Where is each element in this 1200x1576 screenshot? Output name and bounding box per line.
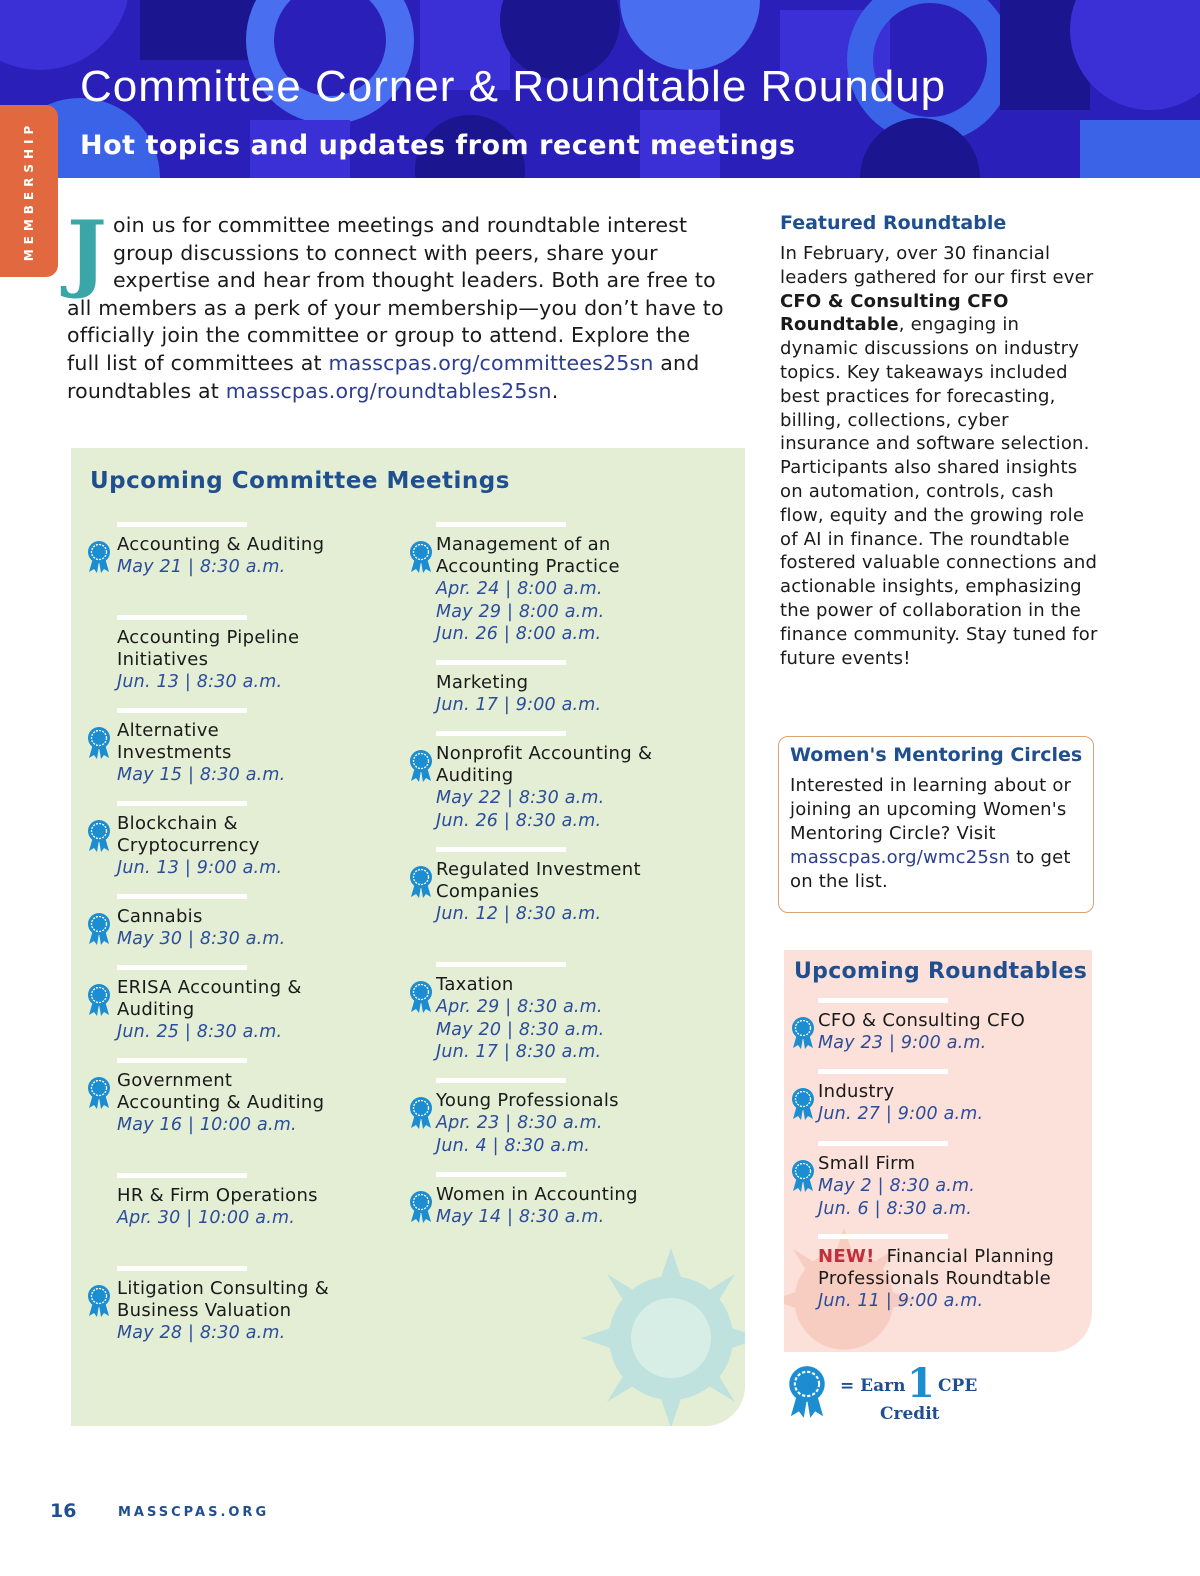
item-name-text: Marketing xyxy=(436,672,529,693)
cpe-ribbon-icon xyxy=(86,726,112,760)
item-name xyxy=(818,1246,1068,1290)
item-divider xyxy=(117,1058,247,1063)
item-name xyxy=(117,534,337,556)
list-item xyxy=(117,1266,337,1345)
item-name-text: HR & Firm Operations xyxy=(117,1185,318,1206)
roundtables-link[interactable]: masscpas.org/roundtables25sn xyxy=(225,378,552,403)
item-date: Jun. 26 | 8:00 a.m. xyxy=(436,624,602,645)
cpe-ribbon-icon xyxy=(790,1087,816,1121)
wmc-body xyxy=(790,774,1090,894)
item-name xyxy=(117,1185,337,1207)
item-name xyxy=(436,974,656,996)
legend-equals: = Earn xyxy=(840,1376,906,1396)
item-date: Jun. 27 | 9:00 a.m. xyxy=(818,1104,984,1124)
item-divider xyxy=(436,1078,566,1083)
cpe-ribbon-icon xyxy=(408,865,434,899)
cpe-ribbon-icon xyxy=(86,1284,112,1318)
item-date: Jun. 26 | 8:30 a.m. xyxy=(436,810,602,831)
item-date: Apr. 24 | 8:00 a.m. xyxy=(436,579,603,599)
item-divider xyxy=(436,522,566,527)
list-item xyxy=(117,965,337,1044)
item-date: May 14 | 8:30 a.m. xyxy=(436,1207,605,1227)
item-divider xyxy=(117,894,247,899)
item-name-text: ERISA Accounting & Auditing xyxy=(117,977,302,1020)
featured-heading: Featured Roundtable xyxy=(780,212,1007,234)
item-divider xyxy=(117,965,247,970)
item-divider xyxy=(436,847,566,852)
item-name xyxy=(117,1070,337,1114)
legend-number: 1 xyxy=(907,1360,935,1407)
item-divider xyxy=(436,731,566,736)
item-divider xyxy=(436,962,566,967)
list-item xyxy=(117,894,337,951)
item-divider xyxy=(818,998,948,1003)
committees-heading: Upcoming Committee Meetings xyxy=(90,468,510,494)
roundtables-heading: Upcoming Roundtables xyxy=(794,959,1088,984)
cpe-ribbon-icon xyxy=(86,819,112,853)
intro-text: oin us for committee meetings and roundtable interest group discussions to connect with peers, share your expertise and hear from thought leaders. Both are free to all members as a perk of your membership—you don’t have to officially join the committee or group to attend. Explore the full list of committees at xyxy=(67,213,724,375)
cpe-ribbon-icon xyxy=(408,980,434,1014)
item-name xyxy=(818,1010,1068,1032)
cpe-ribbon-icon xyxy=(790,1159,816,1193)
section-tab xyxy=(0,105,58,277)
item-date: Apr. 30 | 10:00 a.m. xyxy=(117,1208,295,1228)
page-subtitle: Hot topics and updates from recent meetings xyxy=(80,130,796,161)
item-date: Apr. 29 | 8:30 a.m. xyxy=(436,997,603,1017)
item-date: Jun. 25 | 8:30 a.m. xyxy=(117,1022,283,1042)
list-item xyxy=(117,615,337,694)
item-name-text: Government Accounting & Auditing xyxy=(117,1070,325,1113)
item-name-text: Young Professionals xyxy=(436,1090,619,1111)
item-date: Jun. 17 | 8:30 a.m. xyxy=(436,1042,602,1063)
item-divider xyxy=(436,660,566,665)
featured-text: , engaging in dynamic discussions on industry topics. Key takeaways included best practices for forecasting, billing, collections, cyber insurance and software selection. Participants also shared insights on automation, controls, cash flow, equity and the growing role of AI in finance. The roundtable fostered valuable connections and actionable insights, emphasizing the power of collaboration in the finance community. Stay tuned for future events! xyxy=(780,314,1098,669)
list-item xyxy=(117,1173,337,1230)
item-date: May 23 | 9:00 a.m. xyxy=(818,1033,987,1053)
item-date: May 2 | 8:30 a.m. xyxy=(818,1176,976,1196)
wmc-link[interactable]: masscpas.org/wmc25sn xyxy=(790,847,1011,868)
legend-credit: Credit xyxy=(880,1404,940,1424)
intro-paragraph xyxy=(67,202,727,405)
item-name-text: Cannabis xyxy=(117,906,203,927)
featured-text: In February, over 30 financial leaders gathered for our first ever xyxy=(780,243,1094,288)
page-number: 16 xyxy=(50,1500,77,1522)
item-name-text: Accounting & Auditing xyxy=(117,534,325,555)
list-item xyxy=(436,847,656,926)
list-item xyxy=(436,731,656,832)
item-name xyxy=(117,813,337,857)
item-name xyxy=(436,534,656,578)
item-date: May 30 | 8:30 a.m. xyxy=(117,929,286,949)
wmc-heading: Women's Mentoring Circles xyxy=(790,744,1083,766)
item-date: May 29 | 8:00 a.m. xyxy=(436,601,605,622)
item-name xyxy=(436,1184,656,1206)
header-banner xyxy=(0,0,1200,178)
item-date: Jun. 6 | 8:30 a.m. xyxy=(818,1198,972,1219)
list-item xyxy=(818,998,1068,1055)
list-item xyxy=(818,1141,1068,1220)
cpe-ribbon-icon xyxy=(408,540,434,574)
item-name-text: Regulated Investment Companies xyxy=(436,859,641,902)
item-name-text: Alternative Investments xyxy=(117,720,232,763)
list-item xyxy=(436,1078,656,1157)
item-divider xyxy=(117,1266,247,1271)
item-divider xyxy=(818,1141,948,1146)
list-item xyxy=(818,1234,1068,1313)
item-name-text: CFO & Consulting CFO xyxy=(818,1010,1026,1031)
cpe-ribbon-icon xyxy=(790,1016,816,1050)
item-name xyxy=(436,859,656,903)
item-date: May 16 | 10:00 a.m. xyxy=(117,1115,297,1135)
cpe-ribbon-icon xyxy=(86,912,112,946)
item-divider xyxy=(117,1173,247,1178)
cpe-ribbon-icon xyxy=(408,1096,434,1130)
section-tab-label: MEMBERSHIP xyxy=(22,120,36,262)
list-item xyxy=(117,708,337,787)
list-item xyxy=(117,1058,337,1137)
item-name xyxy=(436,743,656,787)
list-item xyxy=(117,801,337,880)
item-date: Jun. 13 | 9:00 a.m. xyxy=(117,858,283,878)
item-name-text: Industry xyxy=(818,1081,895,1102)
cpe-ribbon-icon xyxy=(86,540,112,574)
list-item xyxy=(436,962,656,1064)
item-date: May 21 | 8:30 a.m. xyxy=(117,557,286,577)
item-name xyxy=(436,1090,656,1112)
item-date: Jun. 4 | 8:30 a.m. xyxy=(436,1135,590,1156)
committees-link[interactable]: masscpas.org/committees25sn xyxy=(328,350,654,375)
intro-text: . xyxy=(551,378,559,403)
legend-cpe: CPE xyxy=(938,1376,978,1396)
featured-bold-text: CFO & Consulting CFO Roundtable xyxy=(780,290,1009,336)
cpe-ribbon-icon xyxy=(408,749,434,783)
item-name-text: Small Firm xyxy=(818,1153,916,1174)
item-name xyxy=(117,906,337,928)
item-divider xyxy=(117,801,247,806)
item-name xyxy=(818,1081,1068,1103)
page-title: Committee Corner & Roundtable Roundup xyxy=(80,62,947,111)
list-item xyxy=(436,522,656,646)
item-date: May 28 | 8:30 a.m. xyxy=(117,1323,286,1343)
item-name-text: Blockchain & Cryptocurrency xyxy=(117,813,260,856)
item-date: Apr. 23 | 8:30 a.m. xyxy=(436,1113,603,1133)
item-name-text: Nonprofit Accounting & Auditing xyxy=(436,743,653,786)
item-divider xyxy=(436,1172,566,1177)
item-name xyxy=(818,1153,1068,1175)
item-name-text: Financial Planning Professionals Roundtable xyxy=(818,1246,1055,1289)
item-name xyxy=(117,977,337,1021)
item-divider xyxy=(818,1069,948,1074)
wmc-text: to get on the list. xyxy=(790,847,1071,892)
item-name-text: Taxation xyxy=(436,974,514,995)
item-divider xyxy=(117,615,247,620)
item-date: Jun. 11 | 9:00 a.m. xyxy=(818,1291,984,1311)
item-name-text: Litigation Consulting & Business Valuation xyxy=(117,1278,330,1321)
item-name xyxy=(117,1278,337,1322)
item-date: May 15 | 8:30 a.m. xyxy=(117,765,286,785)
cpe-ribbon-icon xyxy=(86,1076,112,1110)
cpe-ribbon-icon xyxy=(786,1364,828,1420)
featured-body xyxy=(780,242,1100,670)
list-item xyxy=(436,1172,656,1229)
list-item xyxy=(117,522,337,579)
dropcap: J xyxy=(67,202,107,301)
item-name xyxy=(117,720,337,764)
item-divider xyxy=(818,1234,948,1239)
item-divider xyxy=(117,522,247,527)
item-date: May 22 | 8:30 a.m. xyxy=(436,788,605,808)
item-name-text: Accounting Pipeline Initiatives xyxy=(117,627,300,670)
list-item xyxy=(818,1069,1068,1126)
item-date: Jun. 13 | 8:30 a.m. xyxy=(117,672,283,692)
item-divider xyxy=(117,708,247,713)
cpe-ribbon-icon xyxy=(408,1190,434,1224)
item-date: Jun. 17 | 9:00 a.m. xyxy=(436,695,602,715)
item-name-text: Women in Accounting xyxy=(436,1184,638,1205)
list-item xyxy=(436,660,656,717)
item-date: May 20 | 8:30 a.m. xyxy=(436,1019,605,1040)
new-badge: NEW! xyxy=(818,1246,875,1267)
intro-text: and roundtables at xyxy=(67,350,700,403)
item-name xyxy=(117,627,337,671)
item-name-text: Management of an Accounting Practice xyxy=(436,534,620,577)
sun-decoration-icon xyxy=(571,1238,745,1426)
item-name xyxy=(436,672,656,694)
cpe-ribbon-icon xyxy=(86,983,112,1017)
item-date: Jun. 12 | 8:30 a.m. xyxy=(436,904,602,924)
footer-site: MASSCPAS.ORG xyxy=(118,1505,270,1520)
wmc-text: Interested in learning about or joining an upcoming Women's Mentoring Circle? Visit xyxy=(790,775,1072,844)
